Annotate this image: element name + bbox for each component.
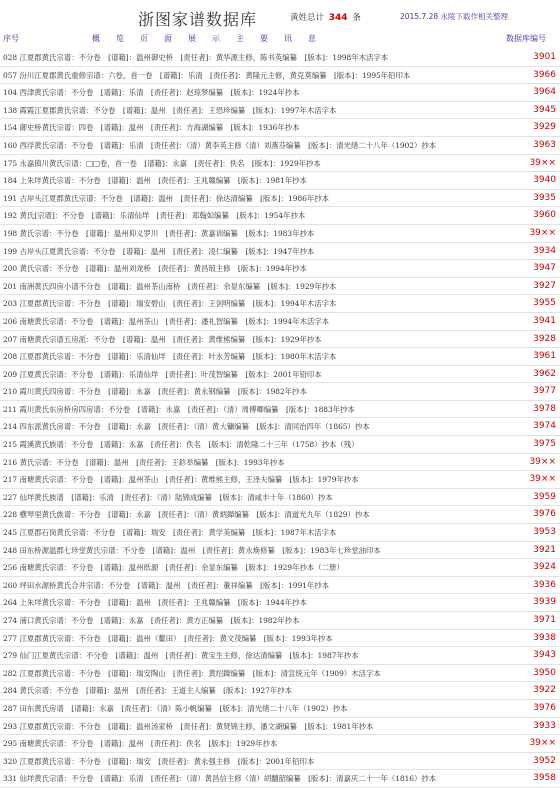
record-description: 256 南塘黄氏宗谱：不分卷 [谱籍]：温州纸源 [责任者]：余显东编纂 [版本]：1929年抄本（二册） — [3, 563, 344, 573]
record-row[interactable] — [0, 559, 560, 577]
record-description: 209 江夏黄氏宗谱：不分卷 [谱籍]：乐清仙垟 [责任者]：叶茂智编纂 [版本]：2001年铅印本 — [3, 369, 322, 379]
record-description: 210 霞川黄氏四房谱：不分卷 [谱籍]：永嘉 [责任者]：黄永钢编纂 [版本]：1982年抄本 — [3, 387, 307, 397]
record-row[interactable] — [0, 366, 560, 384]
record-row[interactable] — [0, 313, 560, 331]
record-list — [0, 49, 560, 788]
record-row[interactable] — [0, 331, 560, 349]
record-description: 211 霞川黄氏东房桥房四房谱：不分卷 [谱籍]：永嘉 [责任者]：（清）周傅卿编纂 [版本]：1883年抄本 — [3, 404, 355, 414]
record-description: 198 黄氏宗谱：不分卷 [谱籍]：温州仰义罗川 [责任者]：黄嘉训编纂 [版本]：1983年抄本 — [3, 228, 315, 238]
record-code: 3922 — [533, 685, 556, 696]
record-code: 3939 — [533, 597, 556, 608]
record-row[interactable] — [0, 207, 560, 225]
record-code: 3927 — [533, 280, 556, 291]
record-code: 39×× — [529, 456, 556, 467]
record-row[interactable] — [0, 172, 560, 190]
record-description: 287 田东黄氏房谱 [谱籍]：永嘉 [责任者]：（清）陈小帆编纂 [版本]：清光绪二十八年（1902）抄本 — [3, 703, 348, 713]
record-description: 248 田东桥源温郡七珍堂黄氏宗谱：不分卷 [谱籍]：温州 [责任者]：黄永焕修纂 [版本]：1983年七珍堂油印本 — [3, 545, 381, 555]
record-row[interactable] — [0, 49, 560, 67]
record-code: 3959 — [533, 491, 556, 502]
record-row[interactable] — [0, 542, 560, 560]
record-description: 203 江夏郡黄氏宗谱：不分卷 [谱籍]：瑞安碧山 [责任者]：王剑明编纂 [版本]：1994年木活字本 — [3, 299, 337, 309]
record-row[interactable] — [0, 436, 560, 454]
record-row[interactable] — [0, 260, 560, 278]
column-seq: 序号 — [3, 34, 19, 43]
record-row[interactable] — [0, 506, 560, 524]
record-description: 274 浦口黄氏宗谱：不分卷 [谱籍]：永嘉 [责任者]：黄方正编纂 [版本]：1982年抄本 — [3, 616, 300, 625]
record-row[interactable] — [0, 383, 560, 401]
record-code: 39×× — [529, 157, 556, 168]
record-description: 200 黄氏宗谱：不分卷 [谱籍]：温州刘龙桥 [责任者]：黄昌琅主修 [版本]：1994年抄本 — [3, 264, 307, 274]
record-description: 104 西津黄氏宗谱：不分卷 [谱籍]：乐清 [责任者]：赵琼梦编纂 [版本]：1924年抄本 — [3, 88, 300, 98]
record-description: 245 江夏郡石岗黄氏宗谱：不分卷 [谱籍]：瑞安 [责任者]：黄学美编纂 [版本]：1987年木活字本 — [3, 528, 337, 538]
record-code: 3971 — [533, 615, 556, 625]
record-code: 3961 — [533, 351, 556, 362]
record-code: 39×× — [529, 474, 556, 485]
record-code: 39×× — [529, 227, 556, 238]
record-code: 3960 — [533, 210, 556, 221]
column-overview: 概 览 页 面 展 示 主 要 讯 息 — [92, 34, 316, 43]
record-description: 215 霞溪黄氏族谱：不分卷 [谱籍]：永嘉 [责任者]：佚名 [版本]：清乾隆二十三年（1758）抄本（残） — [3, 440, 359, 450]
record-description: 279 仙门江夏黄氏宗谱：不分卷 [谱籍]：温州 [责任者]：黄宝生主修，徐达清编纂 [版本]：1987年抄本 — [3, 651, 359, 661]
record-description: 175 永嘉镇川黄氏宗谱：□□卷，首一卷 [谱籍]：永嘉 [责任者]：佚名 [版本]：1929年抄本 — [3, 158, 321, 168]
total-count: 344 — [328, 13, 348, 23]
record-description: 282 江夏郡黄氏宗谱：不分卷 [谱籍]：瑞安陶山 [责任者]：黄绍鑅编纂 [版本]：清宣统元年（1909）木活字本 — [3, 668, 381, 678]
column-code: 数据库编号 — [506, 34, 546, 43]
record-row[interactable] — [0, 67, 560, 85]
record-description: 228 横琴里黄氏族谱：不分卷 [谱籍]：永嘉 [责任者]：（清）黄炳鑅编纂 [版本]：清道光九年（1829）抄本 — [3, 510, 370, 520]
record-code: 3952 — [533, 755, 556, 766]
record-row[interactable] — [0, 577, 560, 595]
record-row[interactable] — [0, 190, 560, 208]
record-code: 3955 — [533, 298, 556, 309]
record-row[interactable] — [0, 155, 560, 173]
record-code: 3953 — [533, 527, 556, 538]
total-suffix: 条 — [352, 13, 361, 23]
record-row[interactable] — [0, 102, 560, 120]
record-row[interactable] — [0, 665, 560, 683]
record-row[interactable] — [0, 225, 560, 243]
record-row[interactable] — [0, 612, 560, 630]
record-description: 192 黄氏[宗谱]：不分卷 [谱籍]：乐清仙垟 [责任者]：郑翰如编纂 [版本]：1954年抄本 — [3, 211, 306, 221]
record-row[interactable] — [0, 278, 560, 296]
record-description: 191 古岸头江夏郡黄氏宗谱：不分卷 [谱籍]：温州 [责任者]：徐达清编纂 [版本]：1986年抄本 — [3, 193, 330, 203]
record-code: 3933 — [533, 720, 556, 731]
record-code: 3974 — [533, 421, 556, 432]
record-code: 3977 — [533, 386, 556, 397]
record-row[interactable] — [0, 718, 560, 736]
record-code: 3947 — [533, 263, 556, 274]
record-row[interactable] — [0, 735, 560, 753]
record-code: 3928 — [533, 333, 556, 344]
record-row[interactable] — [0, 243, 560, 261]
record-code: 3945 — [533, 104, 556, 115]
record-description: 217 南塘黄氏宗谱：不分卷 [谱籍]：温州茶山 [责任者]：黄维熊主修，王泽夫编纂 [版本]：1979年抄本 — [3, 475, 359, 485]
record-row[interactable] — [0, 454, 560, 472]
record-code: 3934 — [533, 245, 556, 256]
record-row[interactable] — [0, 524, 560, 542]
record-description: 208 江夏郡黄氏宗谱：不分卷 [谱籍]：乐清仙垟 [责任者]：叶永芳编纂 [版本]：1980年木活字本 — [3, 352, 337, 362]
record-description: 201 南洲黄氏四房小谱不分卷 [谱籍]：温州茶山南桥 [责任者]：余显东编纂 [版本]：1929年抄本 — [3, 281, 337, 291]
page-title: 浙图家谱数据库 — [138, 10, 258, 29]
record-row[interactable] — [0, 418, 560, 436]
record-row[interactable] — [0, 753, 560, 771]
record-row[interactable] — [0, 348, 560, 366]
record-description: 260 坪田水源桥黄氏合并宗谱：不分卷 [谱籍]：温州 [责任者]：董祥编纂 [版本]：1991年抄本 — [3, 580, 330, 590]
record-code: 3935 — [533, 192, 556, 203]
record-row[interactable] — [0, 137, 560, 155]
record-row[interactable] — [0, 630, 560, 648]
record-description: 277 江夏郡黄氏宗谱：不分卷 [谱籍]：温州（鳌田） [责任者]：黄文茂编纂 [版本]：1993年抄本 — [3, 633, 333, 643]
record-code: 3958 — [533, 773, 556, 784]
record-row[interactable] — [0, 700, 560, 718]
record-row[interactable] — [0, 119, 560, 137]
record-code: 3976 — [533, 509, 556, 520]
record-description: 057 汾川江夏郡黄氏重修宗谱：六卷，首一卷 [谱籍]：乐清 [责任者]：黄隆元主修，黄克莫编纂 [版本]：1995年铅印本 — [3, 70, 411, 80]
record-code: 3962 — [533, 368, 556, 379]
record-code: 39×× — [529, 738, 556, 749]
record-code: 3929 — [533, 122, 556, 133]
record-description: 264 上朱垟黄氏宗谱：不分卷 [谱籍]：温州 [责任者]：王兆赣编纂 [版本]：1944年抄本 — [3, 598, 307, 608]
record-description: 227 仙垟黄氏族谱 [谱籍]：乐清 [责任者]：（清）陆锦成编纂 [版本]：清咸丰十年（1860）抄本 — [3, 492, 333, 502]
record-code: 3966 — [533, 69, 556, 80]
record-description: 199 古岸头江夏黄氏宗谱：不分卷 [谱籍]：温州 [责任者]：凌仁编纂 [版本]：1947年抄本 — [3, 246, 315, 256]
record-code: 3978 — [533, 403, 556, 414]
record-code: 3963 — [533, 139, 556, 150]
record-description: 138 霞霞江夏郡黄氏宗谱：不分卷 [谱籍]：温州 [责任者]：王恐珍编纂 [版本]：1997年木活字本 — [3, 105, 337, 115]
record-description: 214 四东派黄氏房谱：不分卷 [谱籍]：永嘉 [责任者]：（清）黄大镛编纂 [版本]：清同治四年（1865）抄本 — [3, 422, 370, 432]
record-row[interactable] — [0, 682, 560, 700]
record-description: 154 御史桥黄氏宗谱：四卷 [谱籍]：温州 [责任者]：方海湖编纂 [版本]：1936年抄本 — [3, 123, 300, 133]
record-code: 3938 — [533, 632, 556, 643]
record-row[interactable] — [0, 594, 560, 612]
record-description: 293 江夏郡黄氏宗谱：不分卷 [谱籍]：温州汤家桥 [责任者]：黄贤锦主修，潘文湖编纂 [版本]：1981年抄本 — [3, 721, 374, 731]
record-code: 3924 — [533, 562, 556, 573]
record-row[interactable] — [0, 471, 560, 489]
record-description: 184 上朱垟黄氏宗谱：不分卷 [谱籍]：温州 [责任者]：王兆赣编纂 [版本]：1981年抄本 — [3, 176, 307, 186]
record-code: 3964 — [533, 87, 556, 98]
record-description: 295 南塘黄氏宗谱：不分卷 [谱籍]：温州 [责任者]：佚名 [版本]：1929年抄本 — [3, 739, 278, 749]
record-description: 331 仙垟黄氏宗谱：不分卷 [谱籍]：乐清 [责任者]：（清）黄昌信主修（清）胡翻韶编纂 [版本]：清嘉庆二十一年（1816）抄本 — [3, 774, 437, 784]
record-description: 320 江夏郡黄氏宗谱：不分卷 [谱籍]：瑞安 [责任者]：黄永强主修 [版本]：2001年铅印本 — [3, 756, 315, 766]
record-code: 3976 — [533, 702, 556, 713]
date-note: 2015.7.28 永陵下载作相关整理 — [400, 12, 509, 21]
record-code: 3901 — [533, 52, 556, 62]
record-code: 3943 — [533, 650, 556, 661]
record-description: 207 南塘黄氏宗谱五房派：不分卷 [谱籍]：温州 [责任者]：黄维熊编纂 [版本]：1929年抄本 — [3, 334, 322, 344]
record-description: 216 黄氏宗谱：不分卷 [谱籍]：温州 [责任者]：王鉁举编纂 [版本]：1993年抄本 — [3, 457, 285, 467]
record-code: 3940 — [533, 175, 556, 186]
record-row[interactable] — [0, 489, 560, 507]
column-header — [0, 33, 560, 47]
record-description: 206 南塘黄氏宗谱：不分卷 [谱籍]：温州茶山 [责任者]：潘礼智编纂 [版本]：1994年木活字本 — [3, 316, 330, 326]
record-row[interactable] — [0, 401, 560, 419]
record-description: 284 黄氏宗谱：不分卷 [谱籍]：温州 [责任者]：王道主人编纂 [版本]：1927年抄本 — [3, 686, 293, 696]
record-code: 3950 — [533, 667, 556, 678]
record-code: 3975 — [533, 439, 556, 450]
record-code: 3936 — [533, 579, 556, 590]
record-row[interactable] — [0, 770, 560, 788]
record-description: 160 西浮黄氏宗谱：不分卷 [谱籍]：乐清 [责任者]：（清）黄李英主修（清）刘燕芬编纂 [版本]：清光绪二十八年（1902）抄本 — [3, 140, 437, 150]
record-description: 028 江夏郡黄氏宗谱：不分卷 [谱籍]：温州御史桥 [责任者]：黄华源主修，陈书英编纂 [版本]：1998年木活字本 — [3, 53, 389, 62]
record-code: 3941 — [533, 315, 556, 326]
record-row[interactable] — [0, 84, 560, 102]
total-summary — [290, 11, 361, 23]
record-row[interactable] — [0, 295, 560, 313]
total-prefix: 黄姓总计 — [290, 13, 325, 23]
record-code: 3921 — [533, 544, 556, 555]
record-row[interactable] — [0, 647, 560, 665]
